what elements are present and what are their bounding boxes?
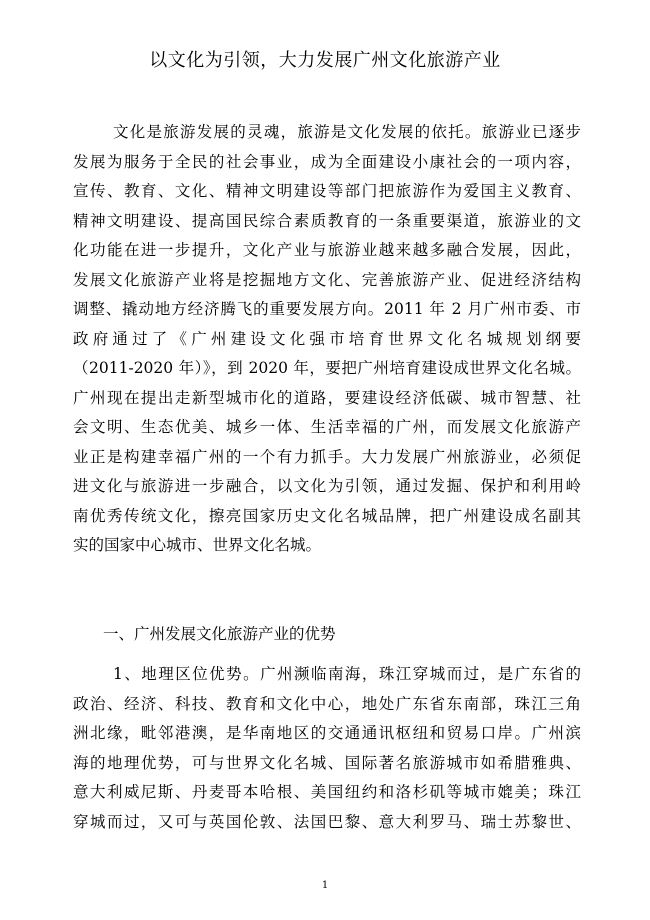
- paragraph-line: 文化是旅游发展的灵魂，旅游是文化发展的依托。旅游业已逐步: [113, 123, 581, 141]
- paragraph-line: 海的地理优势，可与世界文化名城、国际著名旅游城市如希腊雅典、: [73, 753, 581, 772]
- paragraph-line: 进文化与旅游进一步融合，以文化为引领，通过发掘、保护和利用岭: [73, 477, 581, 495]
- section-heading: [73, 620, 581, 650]
- paragraph-line: 实的国家中心城市、世界文化名城。: [73, 536, 322, 554]
- paragraph-line: 意大利威尼斯、丹麦哥本哈根、美国纽约和洛杉矶等城市媲美；珠江: [73, 783, 581, 801]
- paragraph-2: [73, 660, 581, 837]
- paragraph-line: 1、地理区位优势。广州濒临南海，珠江穿城而过，是广东省的: [113, 665, 581, 683]
- paragraph-line: 调整、撬动地方经济腾飞的重要发展方向。2011 年 2 月广州市委、市: [73, 300, 581, 318]
- paragraph-line: （2011-2020 年）》，到 2020 年，要把广州培育建设成世界文化名城。: [73, 359, 581, 377]
- paragraph-line: 业正是构建幸福广州的一个有力抓手。大力发展广州旅游业，必须促: [73, 447, 581, 466]
- paragraph-line: 政治、经济、科技、教育和文化中心，地处广东省东南部，珠江三角: [73, 694, 581, 713]
- paragraph-line: 宣传、教育、文化、精神文明建设等部门把旅游作为爱国主义教育、: [73, 182, 581, 200]
- paragraph-line: 广州现在提出走新型城市化的道路，要建设经济低碳、城市智慧、社: [73, 388, 581, 407]
- paragraph-1: [73, 118, 581, 561]
- paragraph-line: 精神文明建设、提高国民综合素质教育的一条重要渠道，旅游业的文: [73, 211, 581, 230]
- document-title: 以文化为引领，大力发展广州文化旅游产业: [149, 50, 501, 71]
- paragraph-line: 会文明、生态优美、城乡一体、生活幸福的广州，而发展文化旅游产: [73, 418, 581, 436]
- paragraph-line: 穿城而过，又可与英国伦敦、法国巴黎、意大利罗马、瑞士苏黎世、: [73, 812, 581, 831]
- section-heading-text: 一、广州发展文化旅游产业的优势: [103, 625, 336, 643]
- page-number: 1: [321, 880, 329, 891]
- paragraph-line: 发展文化旅游产业将是挖掘地方文化、完善旅游产业、促进经济结构: [73, 270, 581, 289]
- paragraph-line: 化功能在进一步提升，文化产业与旅游业越来越多融合发展，因此，: [73, 241, 581, 259]
- paragraph-line: 发展为服务于全民的社会事业，成为全面建设小康社会的一项内容，: [73, 152, 581, 171]
- paragraph-line: 洲北缘，毗邻港澳，是华南地区的交通通讯枢纽和贸易口岸。广州滨: [73, 724, 581, 742]
- paragraph-line: 政府通过了《广州建设文化强市培育世界文化名城规划纲要: [73, 329, 581, 348]
- paragraph-line: 南优秀传统文化，擦亮国家历史文化名城品牌，把广州建设成名副其: [73, 506, 581, 525]
